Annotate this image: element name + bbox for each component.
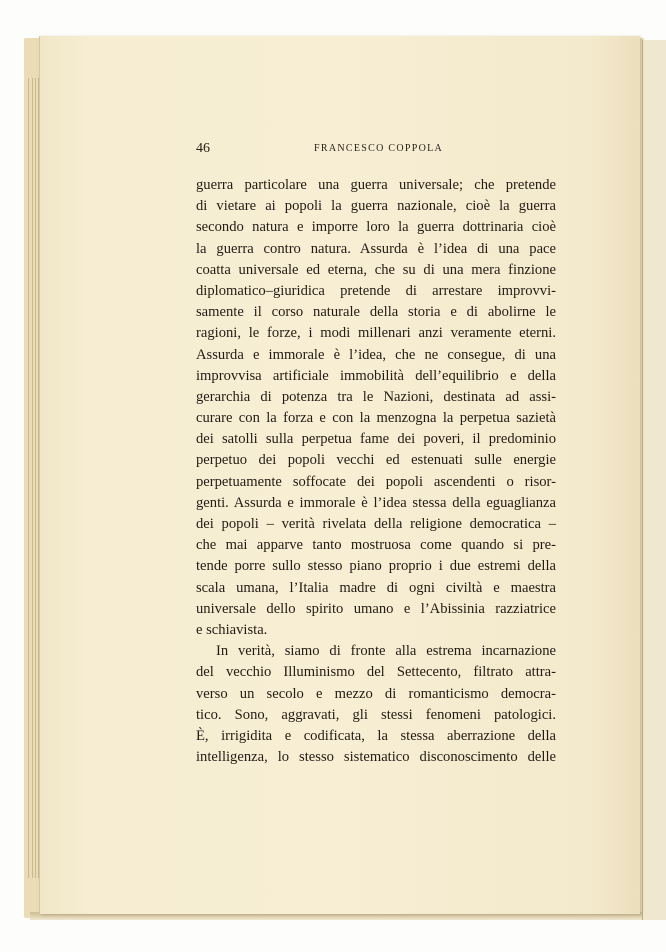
text-line: perpetuamente soffocate dei popoli ascendenti o risor- [196, 473, 556, 490]
page-edge-line [38, 78, 39, 878]
page-edge-line [32, 78, 33, 878]
text-line: universale dello spirito umano e l’Abissinia razziatrice [196, 600, 556, 617]
text-line: gerarchia di potenza tra le Nazioni, destinata ad assi- [196, 388, 556, 405]
text-line: guerra particolare una guerra universale; che pretende [196, 177, 556, 193]
text-line: verso un secolo e mezzo di romanticismo democra- [196, 685, 556, 702]
text-line: di vietare ai popoli la guerra nazionale, cioè la guerra [196, 198, 556, 215]
text-line: dei satolli sulla perpetua fame dei poveri, il predominio [196, 431, 556, 448]
text-line: scala umana, l’Italia madre di ogni civiltà e maestra [196, 579, 556, 596]
body-text [196, 175, 556, 768]
text-line: coatta universale ed eterna, che su di una mera finzione [196, 261, 556, 278]
text-line: samente il corso naturale della storia e di abolirne le [196, 304, 556, 321]
page-header [196, 141, 556, 159]
text-line: secondo natura e imporre loro la guerra dottrinaria cioè [196, 219, 556, 236]
text-line: che mai apparve tanto mostruosa come quando si pre- [196, 537, 556, 554]
text-line: curare con la forza e con la menzogna la perpetua sazietà [196, 410, 556, 427]
page-edge-line [35, 78, 36, 878]
text-line: del vecchio Illuminismo del Settecento, filtrato attra- [196, 664, 556, 681]
text-line: È, irrigidita e codificata, la stessa aberrazione della [196, 727, 556, 744]
text-line: genti. Assurda e immorale è l’idea stessa della eguaglianza [196, 494, 556, 511]
text-line: e schiavista. [196, 621, 268, 638]
text-line: tico. Sono, aggravati, gli stessi fenomeni patologici. [196, 706, 556, 723]
facing-page-edge [642, 40, 666, 920]
text-line: In verità, siamo di fronte alla estrema incarnazione [216, 643, 556, 660]
text-line: dei popoli – verità rivelata della religione democratica – [196, 516, 556, 532]
text-line: intelligenza, lo stesso sistematico disconoscimento delle [196, 749, 556, 766]
text-line: Assurda e immorale è l’idea, che ne consegue, di una [196, 346, 556, 363]
paragraph-2 [196, 641, 556, 768]
page-edge-line [28, 78, 29, 878]
text-line: la guerra contro natura. Assurda è l’idea di una pace [196, 240, 556, 257]
text-line: tende porre sullo stesso piano proprio i due estremi della [196, 558, 556, 575]
text-line: improvvisa artificiale immobilità dell’equilibrio e della [196, 367, 556, 384]
running-head: FRANCESCO COPPOLA [314, 143, 444, 154]
text-line: diplomatico–giuridica pretende di arrestare improvvi- [196, 282, 556, 299]
text-line: perpetuo dei popoli vecchi ed estenuati sulle energie [196, 452, 556, 469]
page-number: 46 [196, 141, 210, 156]
paragraph-1 [196, 175, 556, 641]
text-line: ragioni, le forze, i modi millenari anzi veramente eterni. [196, 325, 556, 342]
